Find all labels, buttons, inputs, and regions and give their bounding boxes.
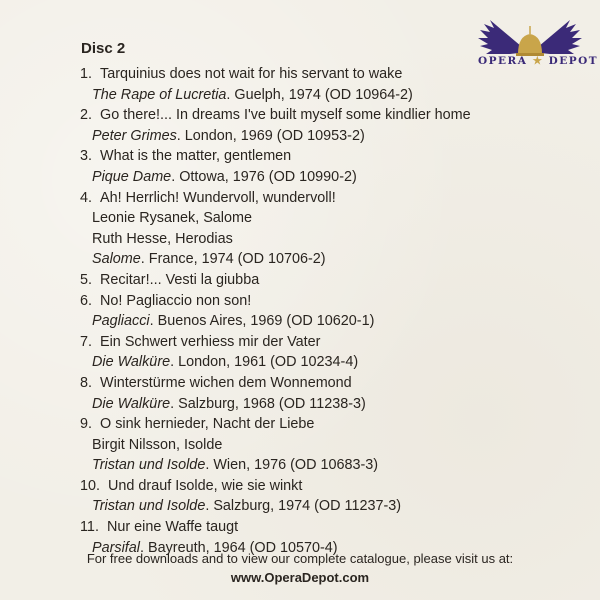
- track-item: [80, 414, 520, 476]
- track-title-line: [80, 332, 520, 353]
- track-work: Die Walküre: [92, 395, 171, 412]
- track-item: [80, 332, 520, 373]
- track-work: Pique Dame: [92, 168, 172, 185]
- track-item: [80, 188, 520, 270]
- track-work: Tristan und Isolde: [92, 457, 206, 474]
- track-title-line: [80, 270, 520, 291]
- track-number: 7.: [80, 333, 93, 350]
- track-title-line: [80, 414, 520, 435]
- track-title: Und drauf Isolde, wie sie winkt: [108, 477, 303, 494]
- track-title-line: [80, 64, 520, 85]
- track-work: Pagliacci: [92, 313, 150, 330]
- track-title-line: [80, 517, 520, 538]
- track-recording-info: . Bayreuth, 1964 (OD 10570-4): [140, 539, 338, 556]
- disc-title: Disc 2: [81, 40, 126, 57]
- track-title: Nur eine Waffe taugt: [106, 519, 239, 536]
- track-item: [80, 476, 520, 517]
- track-item: [80, 373, 520, 414]
- track-work: Salome: [92, 251, 141, 268]
- track-number: 4.: [80, 189, 93, 206]
- track-title-line: [80, 188, 520, 209]
- logo-text-right: DEPOT: [548, 55, 599, 67]
- track-number: 9.: [80, 416, 93, 433]
- track-recording-info: . London, 1969 (OD 10953-2): [176, 127, 365, 144]
- track-item: [80, 270, 520, 291]
- track-recording-line: [80, 85, 520, 106]
- dome-icon: [516, 26, 544, 56]
- logo-wordmark: [478, 55, 599, 67]
- track-number: 10.: [80, 477, 101, 494]
- track-recording-line: [80, 352, 520, 373]
- track-recording-info: . London, 1961 (OD 10234-4): [170, 354, 359, 371]
- track-item: [80, 64, 520, 105]
- track-title-line: [80, 373, 520, 394]
- track-title-line: [80, 291, 520, 312]
- track-singer: Birgit Nilsson, Isolde: [92, 436, 223, 453]
- track-recording-info: . Ottowa, 1976 (OD 10990-2): [171, 168, 357, 185]
- track-title: Go there!... In dreams I've built myself some kindlier home: [100, 107, 471, 124]
- footer: [0, 549, 600, 587]
- track-recording-line: [80, 126, 520, 147]
- track-number: 6.: [80, 292, 93, 309]
- opera-depot-logo: [470, 14, 590, 90]
- track-number: 8.: [80, 374, 93, 391]
- track-singer: Ruth Hesse, Herodias: [92, 230, 233, 247]
- track-number: 2.: [80, 107, 93, 124]
- track-title: Ein Schwert verhiess mir der Vater: [100, 333, 321, 350]
- track-recording-info: . Salzburg, 1968 (OD 11238-3): [170, 395, 366, 412]
- track-recording-info: . Salzburg, 1974 (OD 11237-3): [205, 498, 402, 515]
- logo-text-left: OPERA: [478, 55, 528, 67]
- track-title: What is the matter, gentlemen: [100, 148, 292, 165]
- track-work: Peter Grimes: [92, 127, 177, 144]
- footer-url-link[interactable]: www.OperaDepot.com: [230, 570, 370, 585]
- track-number: 1.: [80, 66, 93, 82]
- track-title: Winterstürme wichen dem Wonnemond: [100, 374, 352, 391]
- track-item: [80, 146, 520, 187]
- track-recording-info: . Wien, 1976 (OD 10683-3): [205, 457, 379, 474]
- track-title: Tarquinius does not wait for his servant to wake: [100, 66, 403, 82]
- track-title-line: [80, 146, 520, 167]
- track-work: Die Walküre: [92, 354, 171, 371]
- track-recording-line: [80, 496, 520, 517]
- logo-star-icon: ★: [532, 55, 544, 67]
- track-title-line: [80, 105, 520, 126]
- track-recording-line: [80, 394, 520, 415]
- track-recording-info: . France, 1974 (OD 10706-2): [140, 251, 326, 268]
- track-number: 11.: [80, 519, 99, 536]
- track-work: Tristan und Isolde: [92, 498, 206, 515]
- footer-text: For free downloads and to view our complete catalogue, please visit us at:: [86, 551, 514, 566]
- track-title: Ah! Herrlich! Wundervoll, wundervoll!: [100, 189, 336, 206]
- track-work: The Rape of Lucretia: [92, 86, 227, 103]
- track-list: [80, 64, 520, 558]
- track-singer: Leonie Rysanek, Salome: [92, 210, 252, 227]
- track-title: No! Pagliaccio non son!: [100, 292, 252, 309]
- track-recording-line: [80, 455, 520, 476]
- track-recording-line: [80, 167, 520, 188]
- track-recording-line: [80, 249, 520, 270]
- track-number: 5.: [80, 271, 93, 288]
- track-recording-line: [80, 311, 520, 332]
- track-number: 3.: [80, 148, 93, 165]
- track-work: Parsifal: [92, 539, 140, 556]
- track-item: [80, 291, 520, 332]
- track-title: Recitar!... Vesti la giubba: [100, 271, 260, 288]
- track-recording-info: . Buenos Aires, 1969 (OD 10620-1): [149, 313, 375, 330]
- track-title: O sink hernieder, Nacht der Liebe: [100, 416, 315, 433]
- track-title-line: [80, 476, 520, 497]
- track-recording-info: . Guelph, 1974 (OD 10964-2): [226, 86, 413, 103]
- track-item: [80, 105, 520, 146]
